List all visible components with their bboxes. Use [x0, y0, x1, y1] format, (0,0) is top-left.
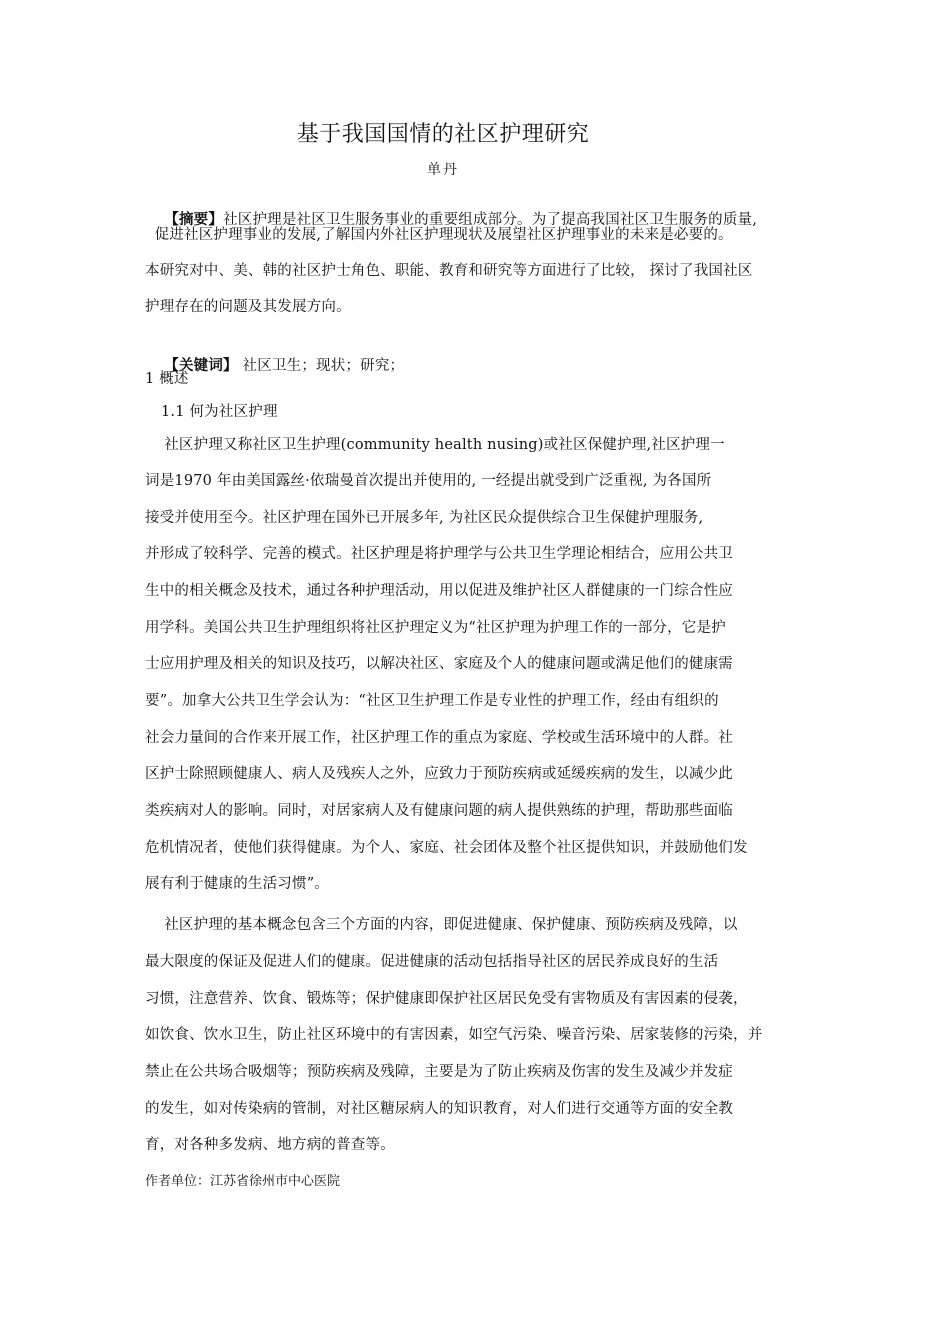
paragraph-1-line: 用学科。美国公共卫生护理组织将社区护理定义为“社区护理为护理工作的一部分，它是护: [145, 620, 726, 636]
abstract-label: 【摘要】: [164, 212, 224, 228]
paragraph-1-line: 社会力量间的合作来开展工作，社区护理工作的重点为家庭、学校或生活环境中的人群。社: [145, 730, 733, 746]
paragraph-2-line: 习惯，注意营养、饮食、锻炼等；保护健康即保护社区居民免受有害物质及有害因素的侵袭，: [145, 991, 748, 1007]
paper-title: 基于我国国情的社区护理研究: [296, 122, 590, 147]
paper-author: 单丹: [427, 162, 459, 178]
paragraph-1-line: 展有利于健康的生活习惯”。: [145, 876, 330, 892]
paragraph-1-line: 并形成了较科学、完善的模式。社区护理是将护理学与公共卫生学理论相结合，应用公共卫: [145, 546, 733, 562]
paragraph-1-line: 社区护理又称社区卫生护理(community health nusing)或社区保健护理,社区护理一: [145, 437, 725, 453]
section-heading-1: 1 概述: [145, 371, 189, 387]
abstract-line-2: 促进社区护理事业的发展,了解国内外社区护理现状及展望社区护理事业的未来是必要的。: [145, 227, 733, 243]
abstract-line-4: 护理存在的问题及其发展方向。: [145, 299, 351, 315]
keywords-text: 社区卫生；现状；研究；: [237, 358, 405, 374]
section-heading-1-1: 1.1 何为社区护理: [161, 404, 278, 420]
paragraph-2-line: 最大限度的保证及促进人们的健康。促进健康的活动包括指导社区的居民养成良好的生活: [145, 954, 719, 970]
paragraph-2-line: 禁止在公共场合吸烟等；预防疾病及残障，主要是为了防止疾病及伤害的发生及减少并发症: [145, 1064, 733, 1080]
paragraph-1-line: 接受并使用至今。社区护理在国外已开展多年, 为社区民众提供综合卫生保健护理服务,: [145, 510, 704, 526]
paragraph-2-line: 育，对各种多发病、地方病的普查等。: [145, 1137, 395, 1153]
paragraph-1-line: 危机情况者，使他们获得健康。为个人、家庭、社会团体及整个社区提供知识，并鼓励他们发: [145, 840, 748, 856]
paragraph-1-line: 生中的相关概念及技术，通过各种护理活动，用以促进及维护社区人群健康的一门综合性应: [145, 583, 733, 599]
paragraph-1-line: 区护士除照顾健康人、病人及残疾人之外，应致力于预防疾病或延缓疾病的发生，以减少此: [145, 766, 733, 782]
paragraph-1-line: 类疾病对人的影响。同时，对居家病人及有健康问题的病人提供熟练的护理，帮助那些面临: [145, 803, 733, 819]
abstract-text: 社区护理是社区卫生服务事业的重要组成部分。为了提高我国社区卫生服务的质量,: [223, 212, 758, 228]
paragraph-2-line: 如饮食、饮水卫生，防止社区环境中的有害因素，如空气污染、噪音污染、居家装修的污染，并: [145, 1027, 763, 1043]
paragraph-1-line: 要”。加拿大公共卫生学会认为：“社区卫生护理工作是专业性的护理工作，经由有组织的: [145, 693, 719, 709]
paragraph-2-line: 的发生，如对传染病的管制，对社区糖尿病人的知识教育，对人们进行交通等方面的安全教: [145, 1101, 733, 1117]
abstract-line-3: 本研究对中、美、韩的社区护士角色、职能、教育和研究等方面进行了比较， 探讨了我国社区: [145, 263, 753, 279]
paragraph-1-line: 词是1970 年由美国露丝·依瑞曼首次提出并使用的, 一经提出就受到广泛重视, 为各国所: [145, 473, 712, 489]
paragraph-1-line: 士应用护理及相关的知识及技巧，以解决社区、家庭及个人的健康问题或满足他们的健康需: [145, 656, 733, 672]
keywords-label: 【关键词】: [164, 358, 238, 374]
author-affiliation: 作者单位：江苏省徐州市中心医院: [145, 1174, 341, 1189]
paragraph-2-line: 社区护理的基本概念包含三个方面的内容，即促进健康、保护健康、预防疾病及残障，以: [145, 917, 738, 933]
